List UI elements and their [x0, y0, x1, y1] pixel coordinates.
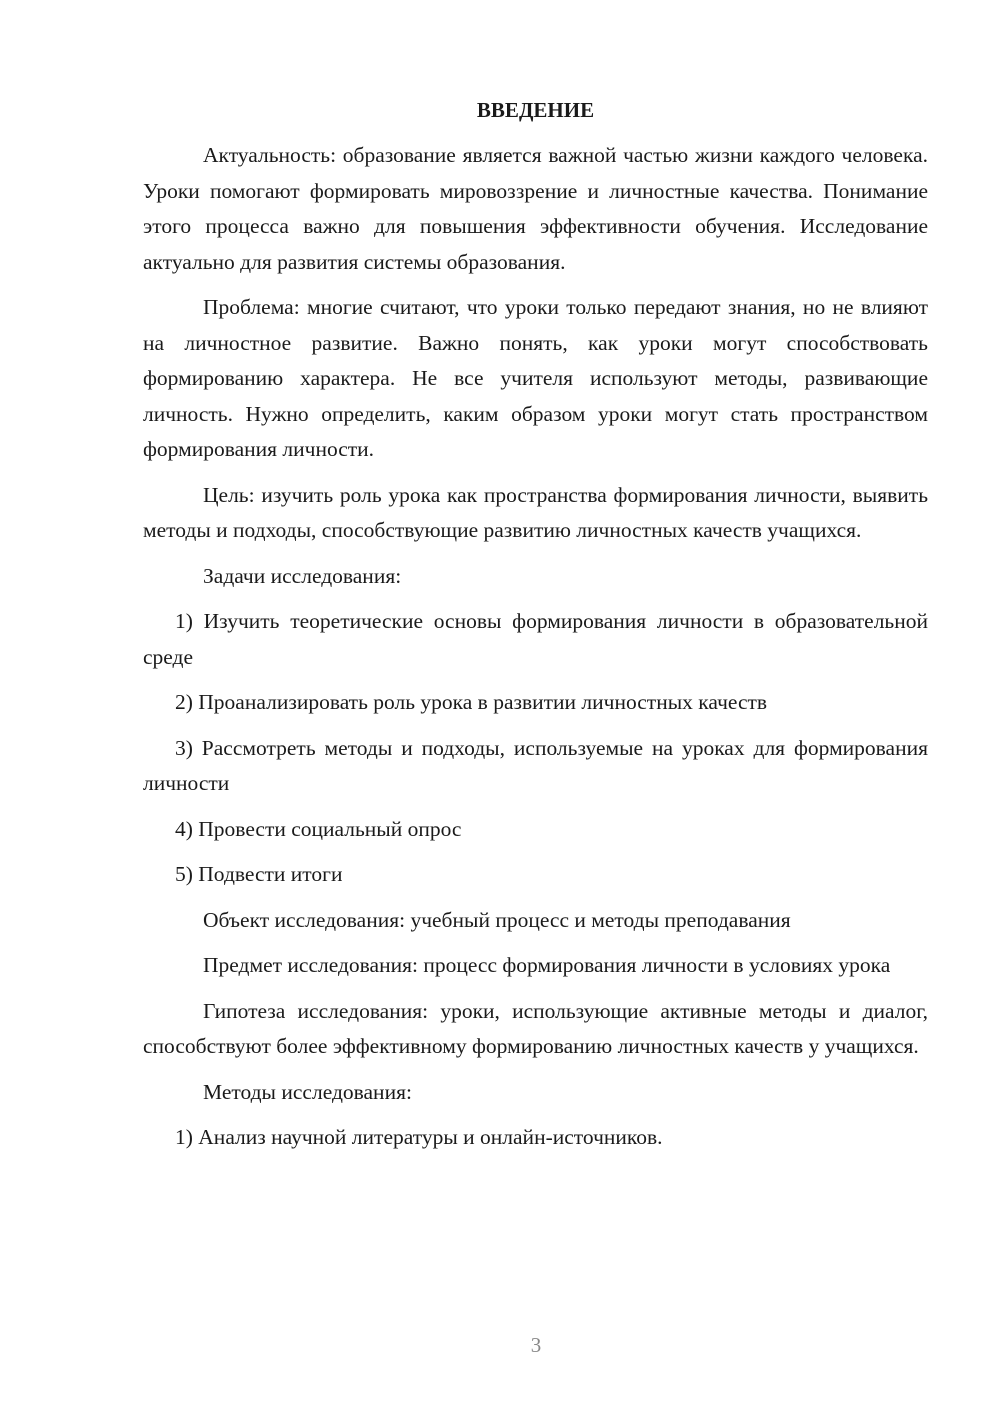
page-number: 3	[530, 1333, 542, 1357]
research-subject: Предмет исследования: процесс формирования личности в условиях урока	[203, 953, 891, 977]
section-title: ВВЕДЕНИЕ	[476, 98, 595, 122]
problem-paragraph: Проблема: многие считают, что уроки только передают знания, но не влияют на личностное развитие. Важно понять, как уроки могут способствовать формированию характера. Не все учителя используют методы, развивающие личность. Нужно определить, каким образом уроки могут стать пространством формирования личности.	[143, 295, 928, 461]
method-item: 1) Анализ научной литературы и онлайн-источников.	[175, 1125, 663, 1149]
task-item: 1) Изучить теоретические основы формирования личности в образовательной среде	[143, 609, 928, 669]
research-hypothesis: Гипотеза исследования: уроки, использующие активные методы и диалог, способствуют более эффективному формированию личностных качеств у учащихся.	[143, 998, 928, 1058]
task-item: 3) Рассмотреть методы и подходы, используемые на уроках для формирования личности	[143, 735, 928, 795]
page-content	[143, 94, 928, 1166]
task-item: 4) Провести социальный опрос	[175, 816, 462, 841]
relevance-paragraph: Актуальность: образование является важной частью жизни каждого человека. Уроки помогают формировать мировоззрение и личностные качества. Понимание этого процесса важно для повышения эффективности обучения. Исследование актуально для развития системы образования.	[143, 143, 928, 274]
goal-paragraph: Цель: изучить роль урока как пространства формирования личности, выявить методы и подходы, способствующие развитию личностных качеств учащихся.	[143, 482, 928, 542]
task-item: 2) Проанализировать роль урока в развитии личностных качеств	[175, 690, 768, 714]
methods-heading: Методы исследования:	[203, 1079, 412, 1104]
tasks-heading: Задачи исследования:	[203, 563, 402, 588]
research-object: Объект исследования: учебный процесс и методы преподавания	[203, 907, 791, 932]
task-item: 5) Подвести итоги	[175, 862, 343, 886]
